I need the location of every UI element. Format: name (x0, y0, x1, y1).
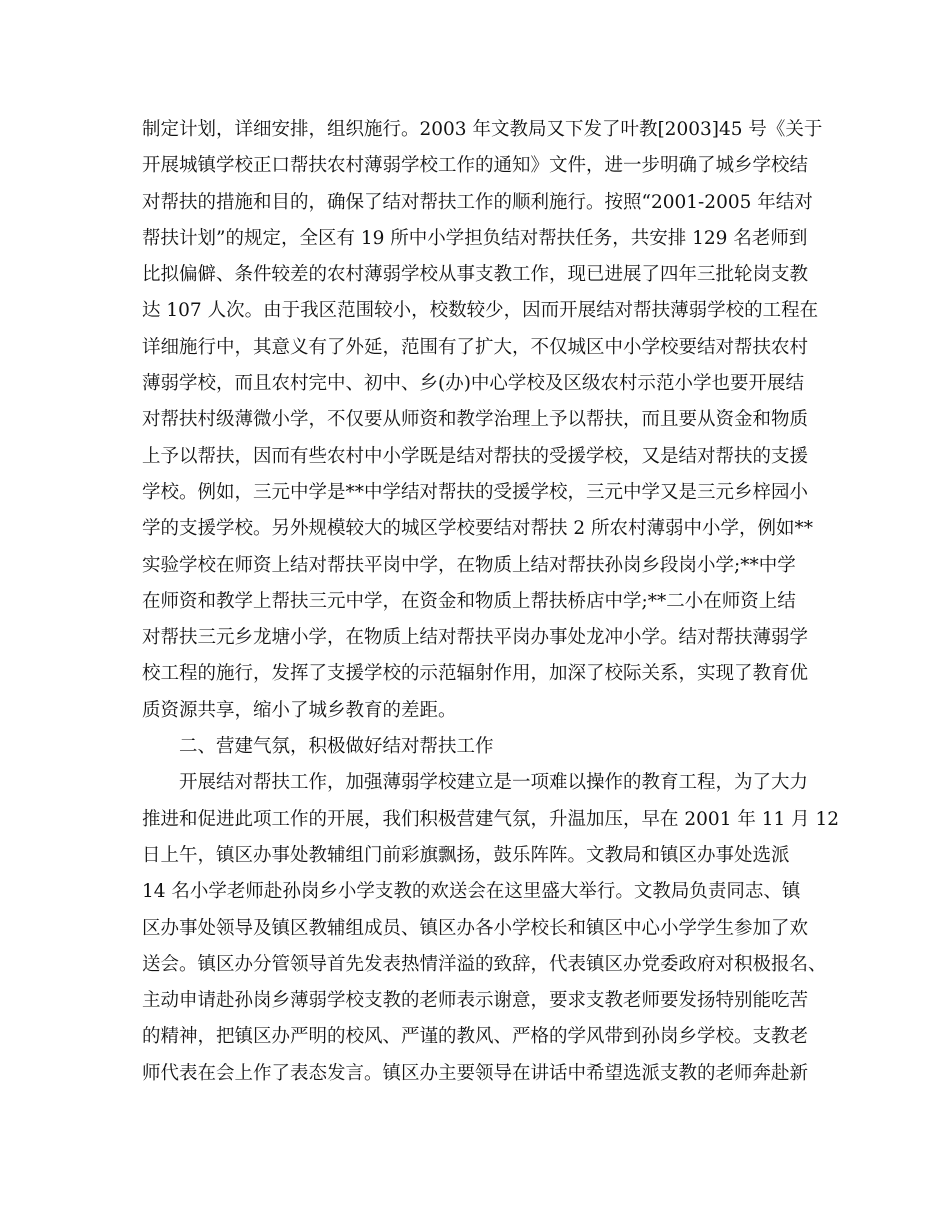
text-line: 校工程的施行，发挥了支援学校的示范辐射作用，加深了校际关系，实现了教育优 (142, 663, 809, 685)
text-line: 日上午，镇区办事处教辅组门前彩旗飘扬，鼓乐阵阵。文教局和镇区办事处选派 (142, 844, 790, 866)
text-line: 开展城镇学校正口帮扶农村薄弱学校工作的通知》文件，进一步明确了城乡学校结 (142, 155, 809, 177)
text-line: 质资源共享，缩小了城乡教育的差距。 (142, 699, 457, 721)
text-line: 区办事处领导及镇区教辅组成员、镇区办各小学校长和镇区中心小学学生参加了欢 (142, 917, 809, 939)
text-line: 达 107 人次。由于我区范围较小，校数较少，因而开展结对帮扶薄弱学校的工程在 (142, 300, 819, 322)
text-line: 帮扶计划”的规定，全区有 19 所中小学担负结对帮扶任务，共安排 129 名老师到 (142, 227, 808, 249)
text-line: 上予以帮扶，因而有些农村中小学既是结对帮扶的受援学校，又是结对帮扶的支援 (142, 445, 809, 467)
text-line: 对帮扶三元乡龙塘小学，在物质上结对帮扶平岗办事处龙冲小学。结对帮扶薄弱学 (142, 627, 809, 649)
text-line: 学的支援学校。另外规模较大的城区学校要结对帮扶 2 所农村薄弱中小学，例如** (142, 518, 814, 540)
text-line: 师代表在会上作了表态发言。镇区办主要领导在讲话中希望选派支教的老师奔赴新 (142, 1062, 809, 1084)
text-line: 主动申请赴孙岗乡薄弱学校支教的老师表示谢意，要求支教老师要发扬特别能吃苦 (142, 990, 809, 1012)
document-page (142, 112, 840, 1092)
text-line: 详细施行中，其意义有了外延，范围有了扩大，不仅城区中小学校要结对帮扶农村 (142, 336, 809, 358)
text-line: 在师资和教学上帮扶三元中学，在资金和物质上帮扶桥店中学;**二小在师资上结 (142, 590, 796, 612)
section-heading: 二、营建气氛，积极做好结对帮扶工作 (179, 736, 494, 758)
text-line: 比拟偏僻、条件较差的农村薄弱学校从事支教工作，现已进展了四年三批轮岗支教 (142, 264, 809, 286)
text-line: 送会。镇区办分管领导首先发表热情洋溢的致辞，代表镇区办党委政府对积极报名、 (142, 953, 827, 975)
text-line: 薄弱学校，而且农村完中、初中、乡(办)中心学校及区级农村示范小学也要开展结 (142, 373, 804, 395)
text-line: 14 名小学老师赴孙岗乡小学支教的欢送会在这里盛大举行。文教局负责同志、镇 (142, 881, 801, 903)
text-line: 对帮扶村级薄微小学，不仅要从师资和教学治理上予以帮扶，而且要从资金和物质 (142, 409, 809, 431)
text-line: 实验学校在师资上结对帮扶平岗中学，在物质上结对帮扶孙岗乡段岗小学;**中学 (142, 554, 796, 576)
text-line: 推进和促进此项工作的开展，我们积极营建气氛，升温加压，早在 2001 年 11 月 12 (142, 808, 840, 830)
paragraph-first-line: 开展结对帮扶工作，加强薄弱学校建立是一项难以操作的教育工程，为了大力 (179, 772, 809, 794)
text-line: 的精神，把镇区办严明的校风、严谨的教风、严格的学风带到孙岗乡学校。支教老 (142, 1026, 809, 1048)
text-line: 对帮扶的措施和目的，确保了结对帮扶工作的顺利施行。按照“2001-2005 年结对 (142, 191, 813, 213)
text-line: 学校。例如，三元中学是**中学结对帮扶的受援学校，三元中学又是三元乡梓园小 (142, 481, 809, 503)
text-line: 制定计划，详细安排，组织施行。2003 年文教局又下发了叶教[2003]45 号《关于 (142, 119, 823, 140)
